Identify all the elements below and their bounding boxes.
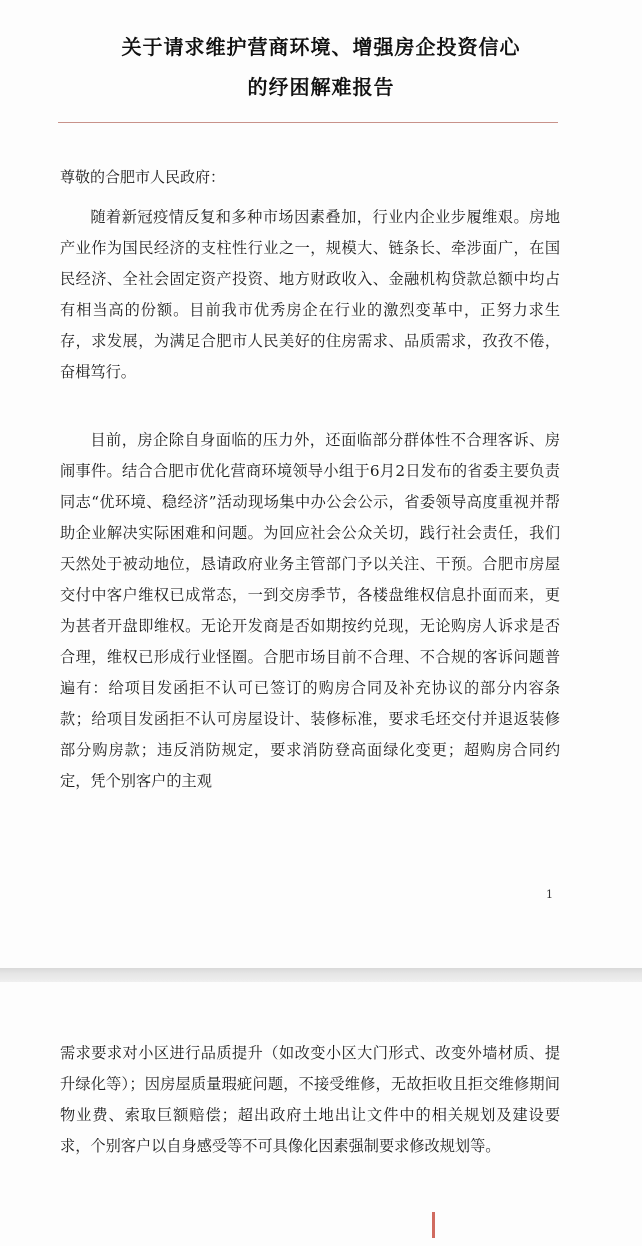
title-divider xyxy=(58,122,558,123)
document-title-line-2: 的纾困解难报告 xyxy=(247,75,395,99)
page-gap xyxy=(0,968,642,982)
page-number: 1 xyxy=(546,888,553,901)
red-ink-mark xyxy=(432,1212,435,1238)
document-page-2 xyxy=(0,982,642,1246)
paragraph-continuation: 需求要求对小区进行品质提升（如改变小区大门形式、改变外墙材质、提升绿化等）；因房屋质量瑕疵问题，不接受维修，无故拒收且拒交维修期间物业费、索取巨额赔偿；超出政府土地出让文件中的相关规划及建设要求，个别客户以自身感受等不可具像化因素强制要求修改规划等。 xyxy=(60,1044,560,1155)
salutation: 尊敬的合肥市人民政府： xyxy=(60,168,226,186)
document-title-line-1: 关于请求维护营商环境、增强房企投资信心 xyxy=(121,35,521,59)
paragraph-1: 随着新冠疫情反复和多种市场因素叠加，行业内企业步履维艰。房地产业作为国民经济的支柱性行业之一，规模大、链条长、牵涉面广，在国民经济、全社会固定资产投资、地方财政收入、金融机构贷款总额中均占有相当高的份额。目前我市优秀房企在行业的激烈变革中，正努力求生存，求发展，为满足合肥市人民美好的住房需求、品质需求，孜孜不倦，奋楫笃行。 xyxy=(60,208,560,381)
paragraph-2: 目前，房企除自身面临的压力外，还面临部分群体性不合理客诉、房闹事件。结合合肥市优化营商环境领导小组于6月2日发布的省委主要负责同志“优环境、稳经济”活动现场集中办公会公示，省委领导高度重视并帮助企业解决实际困难和问题。为回应社会公众关切，践行社会责任，我们天然处于被动地位，恳请政府业务主管部门予以关注、干预。合肥市房屋交付中客户维权已成常态，一到交房季节，各楼盘维权信息扑面而来，更为甚者开盘即维权。无论开发商是否如期按约兑现，无论购房人诉求是否合理，维权已形成行业怪圈。合肥市场目前不合理、不合规的客诉问题普遍有：给项目发函拒不认可已签订的购房合同及补充协议的部分内容条款；给项目发函拒不认可房屋设计、装修标准，要求毛坯交付并退返装修部分购房款；违反消防规定，要求消防登高面绿化变更；超购房合同约定，凭个别客户的主观 xyxy=(60,431,560,790)
